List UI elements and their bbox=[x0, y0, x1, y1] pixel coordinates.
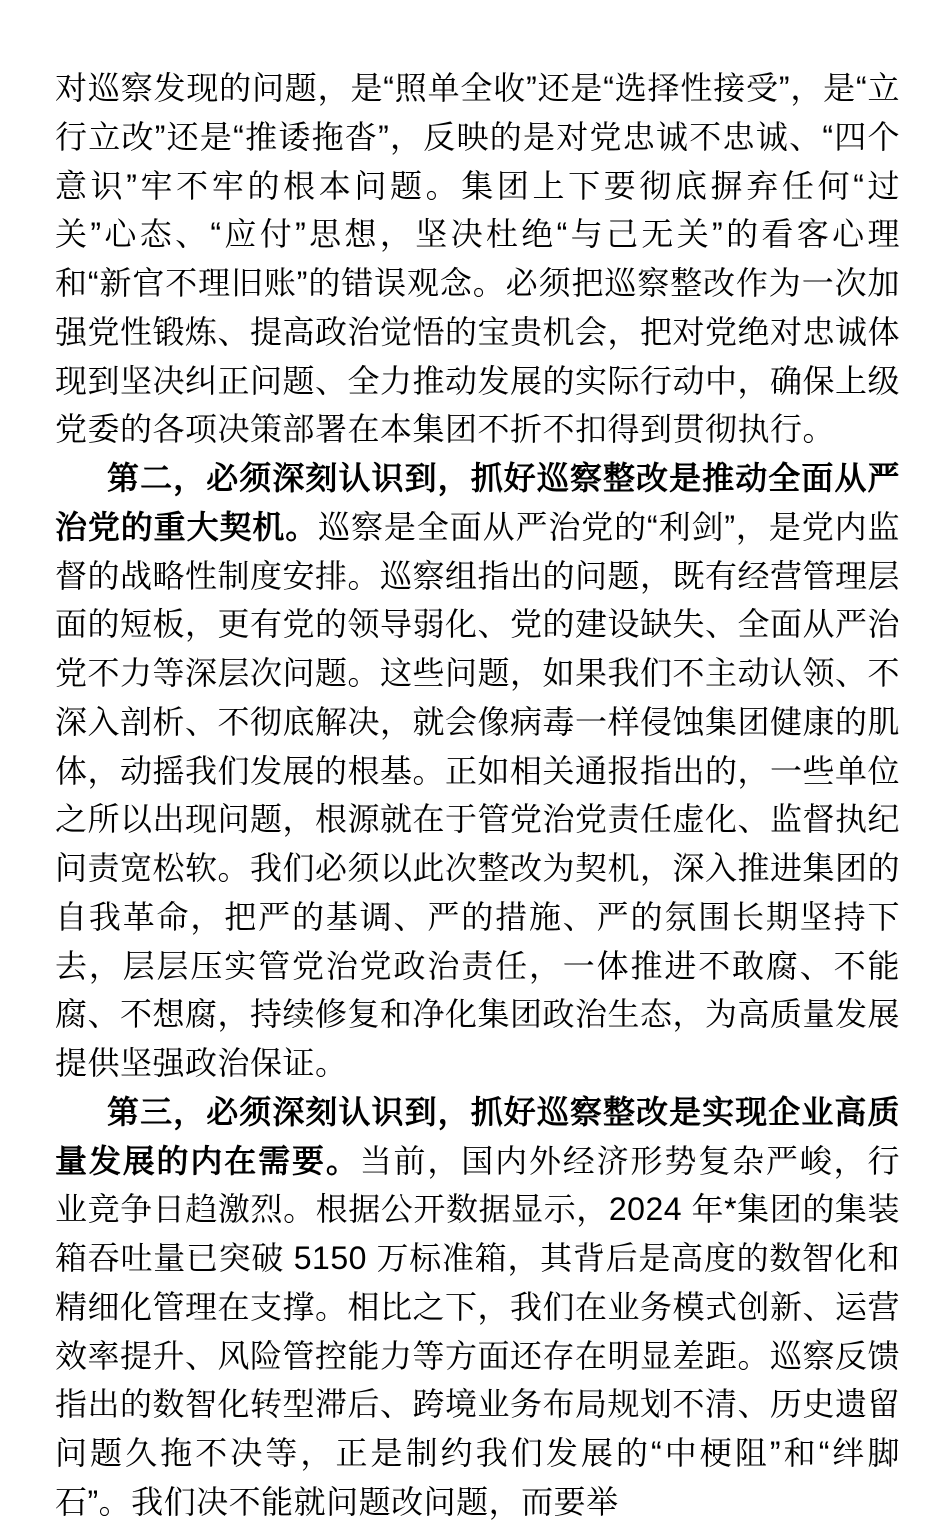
paragraph-lead-bold: 第三，必须深刻认识到，抓好巡察整改是实现企业高质量发展的内在需要。 bbox=[55, 1093, 900, 1179]
paragraph-third-point bbox=[55, 1088, 900, 1527]
paragraph-body: 对巡察发现的问题，是“照单全收”还是“选择性接受”，是“立行立改”还是“推诿拖沓”，反映的是对党忠诚不忠诚、“四个意识”牢不牢的根本问题。集团上下要彻底摒弃任何“过关”心态、“应付”思想，坚决杜绝“与己无关”的看客心理和“新官不理旧账”的错误观念。必须把巡察整改作为一次加强党性锻炼、提高政治觉悟的宝贵机会，把对党绝对忠诚体现到坚决纠正问题、全力推动发展的实际行动中，确保上级党委的各项决策部署在本集团不折不扣得到贯彻执行。 bbox=[55, 70, 901, 448]
paragraph-continuation bbox=[55, 64, 900, 454]
paragraph-second-point bbox=[55, 454, 900, 1088]
paragraph-body: 当前，国内外经济形势复杂严峻，行业竞争日趋激烈。根据公开数据显示，2024 年*集团的集装箱吞吐量已突破 5150 万标准箱，其背后是高度的数智化和精细化管理在支撑。相比之下，我们在业务模式创新、运营效率提升、风险管控能力等方面还存在明显差距。巡察反馈指出的数智化转型滞后、跨境业务布局规划不清、历史遗留问题久拖不决等，正是制约我们发展的“中梗阻”和“绊脚石”。我们决不能就问题改问题，而要举 bbox=[55, 1142, 901, 1520]
paragraph-lead-bold: 第二，必须深刻认识到，抓好巡察整改是推动全面从严治党的重大契机。 bbox=[55, 460, 900, 545]
paragraph-body: 巡察是全面从严治党的“利剑”，是党内监督的战略性制度安排。巡察组指出的问题，既有经营管理层面的短板，更有党的领导弱化、党的建设缺失、全面从严治党不力等深层次问题。这些问题，如果我们不主动认领、不深入剖析、不彻底解决，就会像病毒一样侵蚀集团健康的肌体，动摇我们发展的根基。正如相关通报指出的，一些单位之所以出现问题，根源就在于管党治党责任虚化、监督执纪问责宽松软。我们必须以此次整改为契机，深入推进集团的自我革命，把严的基调、严的措施、严的氛围长期坚持下去，层层压实管党治党政治责任，一体推进不敢腐、不能腐、不想腐，持续修复和净化集团政治生态，为高质量发展提供坚强政治保证。 bbox=[55, 508, 901, 1081]
